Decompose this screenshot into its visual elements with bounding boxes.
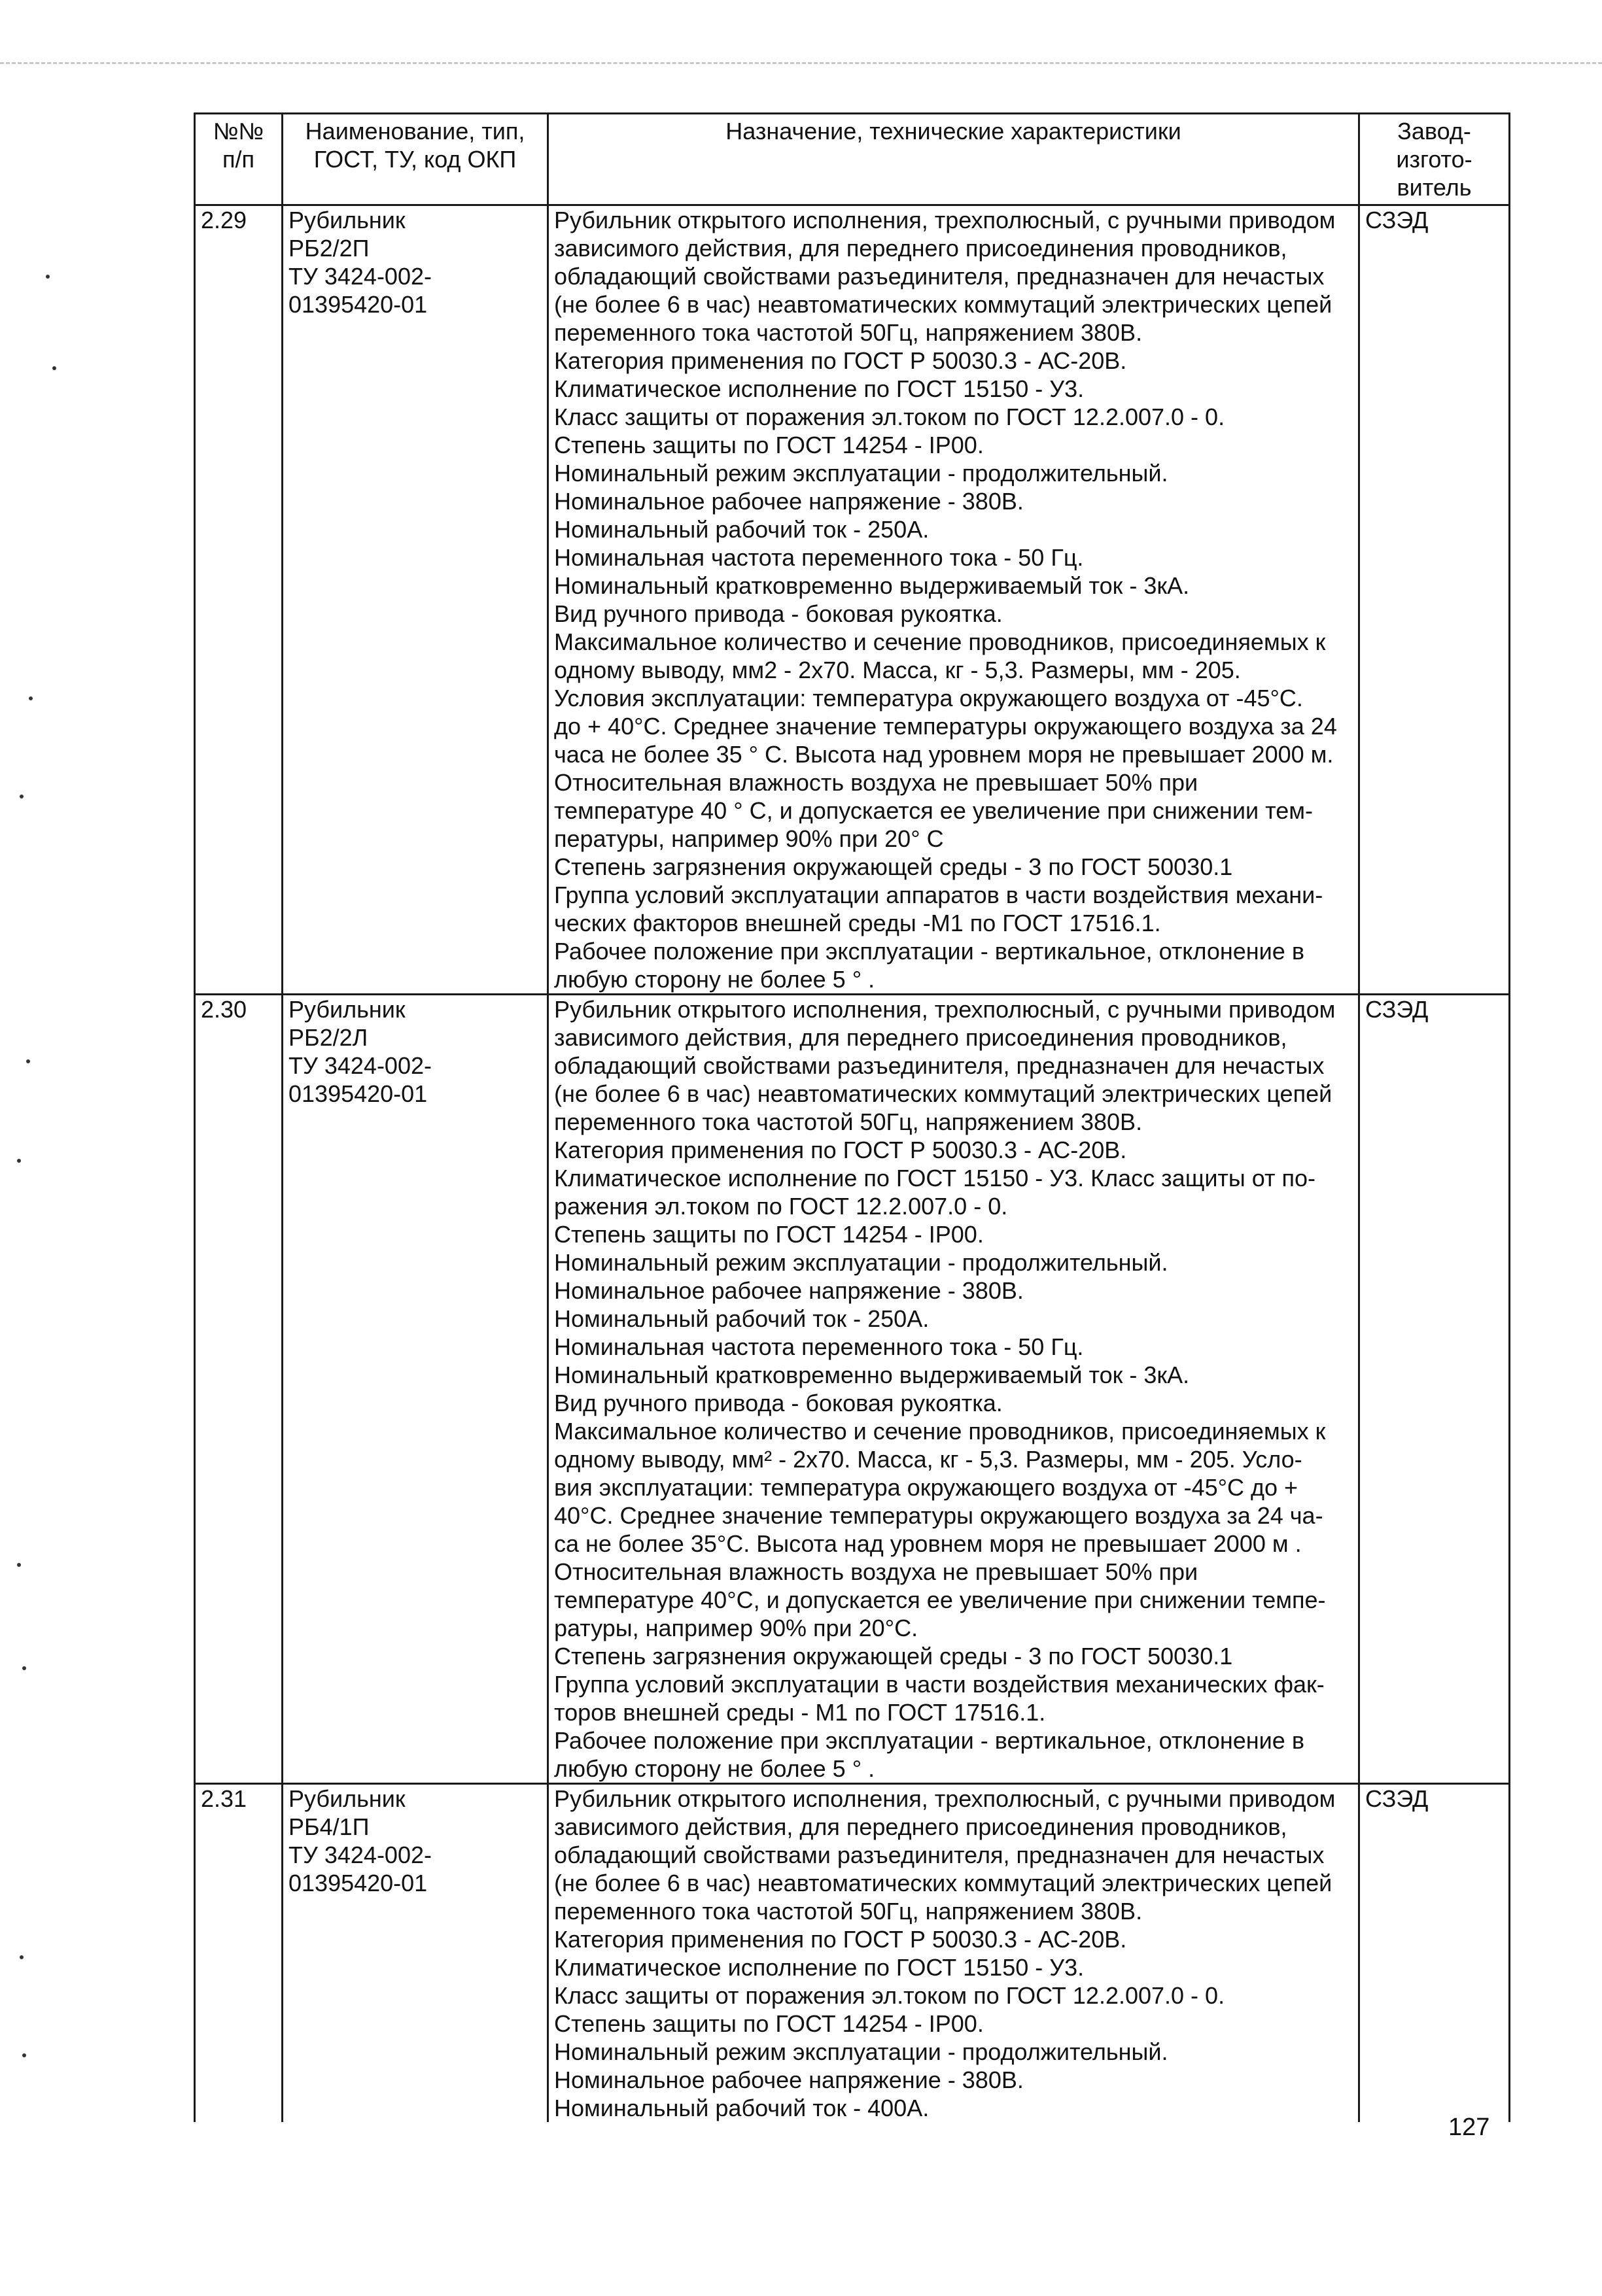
text-line: Степень защиты по ГОСТ 14254 - IP00. xyxy=(554,2010,984,2037)
manufacturer: СЗЭД xyxy=(1359,1784,1510,2123)
row-number: 2.29 xyxy=(195,205,283,995)
text-line: Вид ручного привода - боковая рукоятка. xyxy=(554,1390,1003,1416)
text-line: Рубильник открытого исполнения, трехполюсный, с ручными приводом xyxy=(554,1785,1336,1812)
text-line: переменного тока частотой 50Гц, напряжением 380В. xyxy=(554,1108,1143,1135)
text-line: вия эксплуатации: температура окружающего воздуха от -45°С до + xyxy=(554,1474,1298,1501)
text-line: РБ2/2Л xyxy=(288,1024,368,1051)
manufacturer: СЗЭД xyxy=(1359,205,1510,995)
header-description xyxy=(548,114,1359,205)
scan-speck xyxy=(20,795,24,798)
text-line: Группа условий эксплуатации аппаратов в части воздействия механи- xyxy=(554,882,1323,908)
text-line: Наименование, тип, xyxy=(305,118,525,145)
product-name xyxy=(283,995,548,1784)
text-line: Класс защиты от поражения эл.током по ГОСТ 12.2.007.0 - 0. xyxy=(554,1982,1225,2009)
manufacturer: СЗЭД xyxy=(1359,995,1510,1784)
text-line: Номинальный рабочий ток - 250А. xyxy=(554,516,930,543)
text-line: ческих факторов внешней среды -М1 по ГОСТ 17516.1. xyxy=(554,910,1161,936)
scan-speck xyxy=(26,1059,30,1063)
text-line: Условия эксплуатации: температура окружающего воздуха от -45°С. xyxy=(554,685,1303,711)
text-line: Максимальное количество и сечение проводников, присоединяемых к xyxy=(554,628,1326,655)
text-line: п/п xyxy=(222,146,254,173)
text-line: ГОСТ, ТУ, код ОКП xyxy=(313,146,517,173)
text-line: любую сторону не более 5 ° . xyxy=(554,966,875,993)
text-line: ТУ 3424-002- xyxy=(288,1052,432,1079)
text-line: обладающий свойствами разъединителя, предназначен для нечастых xyxy=(554,1842,1325,1868)
text-line: (не более 6 в час) неавтоматических коммутаций электрических цепей xyxy=(554,1870,1332,1896)
text-line: 01395420-01 xyxy=(288,1870,428,1896)
text-line: (не более 6 в час) неавтоматических коммутаций электрических цепей xyxy=(554,291,1332,318)
text-line: часа не более 35 ° С. Высота над уровнем моря не превышает 2000 м. xyxy=(554,741,1334,768)
text-line: Вид ручного привода - боковая рукоятка. xyxy=(554,600,1003,627)
text-line: РБ4/1П xyxy=(288,1813,370,1840)
text-line: Номинальная частота переменного тока - 50 Гц. xyxy=(554,544,1084,571)
text-line: пературы, например 90% при 20° С xyxy=(554,825,944,852)
text-line: Рубильник открытого исполнения, трехполюсный, с ручными приводом xyxy=(554,207,1336,233)
text-line: обладающий свойствами разъединителя, предназначен для нечастых xyxy=(554,1052,1325,1079)
product-name xyxy=(283,1784,548,2123)
text-line: Степень защиты по ГОСТ 14254 - IP00. xyxy=(554,432,984,458)
text-line: Категория применения по ГОСТ Р 50030.3 - АС-20В. xyxy=(554,1137,1127,1163)
text-line: Климатическое исполнение по ГОСТ 15150 - У3. Класс защиты от по- xyxy=(554,1165,1316,1191)
scan-speck xyxy=(46,275,50,279)
scan-speck xyxy=(22,1666,26,1670)
row-number: 2.30 xyxy=(195,995,283,1784)
text-line: Относительная влажность воздуха не превышает 50% при xyxy=(554,1558,1198,1585)
scan-speck xyxy=(17,1563,21,1567)
text-line: Степень загрязнения окружающей среды - 3 по ГОСТ 50030.1 xyxy=(554,853,1233,880)
text-line: зависимого действия, для переднего присоединения проводников, xyxy=(554,1813,1287,1840)
product-description xyxy=(548,1784,1359,2123)
text-line: Номинальное рабочее напряжение - 380В. xyxy=(554,488,1024,515)
text-line: Класс защиты от поражения эл.током по ГОСТ 12.2.007.0 - 0. xyxy=(554,403,1225,430)
text-line: Категория применения по ГОСТ Р 50030.3 - АС-20В. xyxy=(554,1926,1127,1953)
scan-speck xyxy=(20,1955,24,1959)
text-line: одному выводу, мм2 - 2х70. Масса, кг - 5,3. Размеры, мм - 205. xyxy=(554,657,1241,683)
text-line: любую сторону не более 5 ° . xyxy=(554,1755,875,1782)
scan-speck xyxy=(52,366,56,370)
text-line: обладающий свойствами разъединителя, предназначен для нечастых xyxy=(554,263,1325,290)
text-line: Максимальное количество и сечение проводников, присоединяемых к xyxy=(554,1418,1326,1445)
text-line: до + 40°С. Среднее значение температуры окружающего воздуха за 24 xyxy=(554,713,1337,740)
text-line: Номинальный рабочий ток - 400А. xyxy=(554,2095,930,2121)
scan-artifact-line xyxy=(0,62,1602,80)
text-line: ТУ 3424-002- xyxy=(288,1842,432,1868)
text-line: Категория применения по ГОСТ Р 50030.3 - АС-20В. xyxy=(554,347,1127,374)
text-line: переменного тока частотой 50Гц, напряжением 380В. xyxy=(554,319,1143,346)
table-row xyxy=(195,1784,1510,2123)
row-number: 2.31 xyxy=(195,1784,283,2123)
text-line: Относительная влажность воздуха не превышает 50% при xyxy=(554,769,1198,796)
text-line: ТУ 3424-002- xyxy=(288,263,432,290)
text-line: ратуры, например 90% при 20°С. xyxy=(554,1615,918,1641)
product-description xyxy=(548,205,1359,995)
text-line: Номинальное рабочее напряжение - 380В. xyxy=(554,2066,1024,2093)
text-line: температуре 40 ° С, и допускается ее увеличение при снижении тем- xyxy=(554,797,1313,824)
text-line: Номинальное рабочее напряжение - 380В. xyxy=(554,1277,1024,1304)
text-line: Рубильник открытого исполнения, трехполюсный, с ручными приводом xyxy=(554,996,1336,1023)
product-name xyxy=(283,205,548,995)
table-row xyxy=(195,995,1510,1784)
text-line: одному выводу, мм² - 2х70. Масса, кг - 5,3. Размеры, мм - 205. Усло- xyxy=(554,1446,1302,1473)
text-line: витель xyxy=(1397,174,1472,201)
text-line: Рубильник xyxy=(288,1785,406,1812)
text-line: Номинальный кратковременно выдерживаемый ток - 3кА. xyxy=(554,1362,1190,1388)
scan-speck xyxy=(17,1159,21,1163)
text-line: торов внешней среды - М1 по ГОСТ 17516.1. xyxy=(554,1699,1046,1726)
text-line: 01395420-01 xyxy=(288,291,428,318)
text-line: Номинальный режим эксплуатации - продолжительный. xyxy=(554,2038,1168,2065)
text-line: РБ2/2П xyxy=(288,235,370,262)
header-num xyxy=(195,114,283,205)
text-line: изгото- xyxy=(1396,146,1472,173)
text-line: Рабочее положение при эксплуатации - вертикальное, отклонение в xyxy=(554,1727,1304,1754)
text-line: переменного тока частотой 50Гц, напряжением 380В. xyxy=(554,1898,1143,1925)
text-line: Рубильник xyxy=(288,996,406,1023)
header-manufacturer xyxy=(1359,114,1510,205)
product-description xyxy=(548,995,1359,1784)
text-line: Степень защиты по ГОСТ 14254 - IP00. xyxy=(554,1221,984,1248)
text-line: Группа условий эксплуатации в части воздействия механических фак- xyxy=(554,1671,1325,1698)
text-line: Рубильник xyxy=(288,207,406,233)
table-row xyxy=(195,205,1510,995)
header-name xyxy=(283,114,548,205)
scan-speck xyxy=(29,696,33,700)
text-line: 40°С. Среднее значение температуры окружающего воздуха за 24 ча- xyxy=(554,1502,1323,1529)
text-line: Назначение, технические характеристики xyxy=(725,118,1181,145)
text-line: Номинальная частота переменного тока - 50 Гц. xyxy=(554,1333,1084,1360)
page-number: 127 xyxy=(1448,2114,1490,2141)
text-line: Степень загрязнения окружающей среды - 3 по ГОСТ 50030.1 xyxy=(554,1643,1233,1670)
text-line: са не более 35°С. Высота над уровнем моря не превышает 2000 м . xyxy=(554,1530,1302,1557)
text-line: (не более 6 в час) неавтоматических коммутаций электрических цепей xyxy=(554,1080,1332,1107)
scan-speck xyxy=(22,2053,26,2057)
text-line: Климатическое исполнение по ГОСТ 15150 - У3. xyxy=(554,1954,1085,1981)
text-line: 01395420-01 xyxy=(288,1080,428,1107)
text-line: Номинальный режим эксплуатации - продолжительный. xyxy=(554,460,1168,487)
text-line: зависимого действия, для переднего присоединения проводников, xyxy=(554,1024,1287,1051)
text-line: Номинальный кратковременно выдерживаемый ток - 3кА. xyxy=(554,572,1190,599)
text-line: Климатическое исполнение по ГОСТ 15150 - У3. xyxy=(554,375,1085,402)
text-line: ражения эл.током по ГОСТ 12.2.007.0 - 0. xyxy=(554,1193,1008,1220)
text-line: Номинальный режим эксплуатации - продолжительный. xyxy=(554,1249,1168,1276)
text-line: Завод- xyxy=(1397,118,1471,145)
text-line: Номинальный рабочий ток - 250А. xyxy=(554,1305,930,1332)
text-line: №№ xyxy=(213,118,264,145)
text-line: зависимого действия, для переднего присоединения проводников, xyxy=(554,235,1287,262)
equipment-catalog-table xyxy=(194,112,1510,2122)
text-line: температуре 40°С, и допускается ее увеличение при снижении темпе- xyxy=(554,1586,1326,1613)
text-line: Рабочее положение при эксплуатации - вертикальное, отклонение в xyxy=(554,938,1304,965)
table-header-row xyxy=(195,114,1510,205)
